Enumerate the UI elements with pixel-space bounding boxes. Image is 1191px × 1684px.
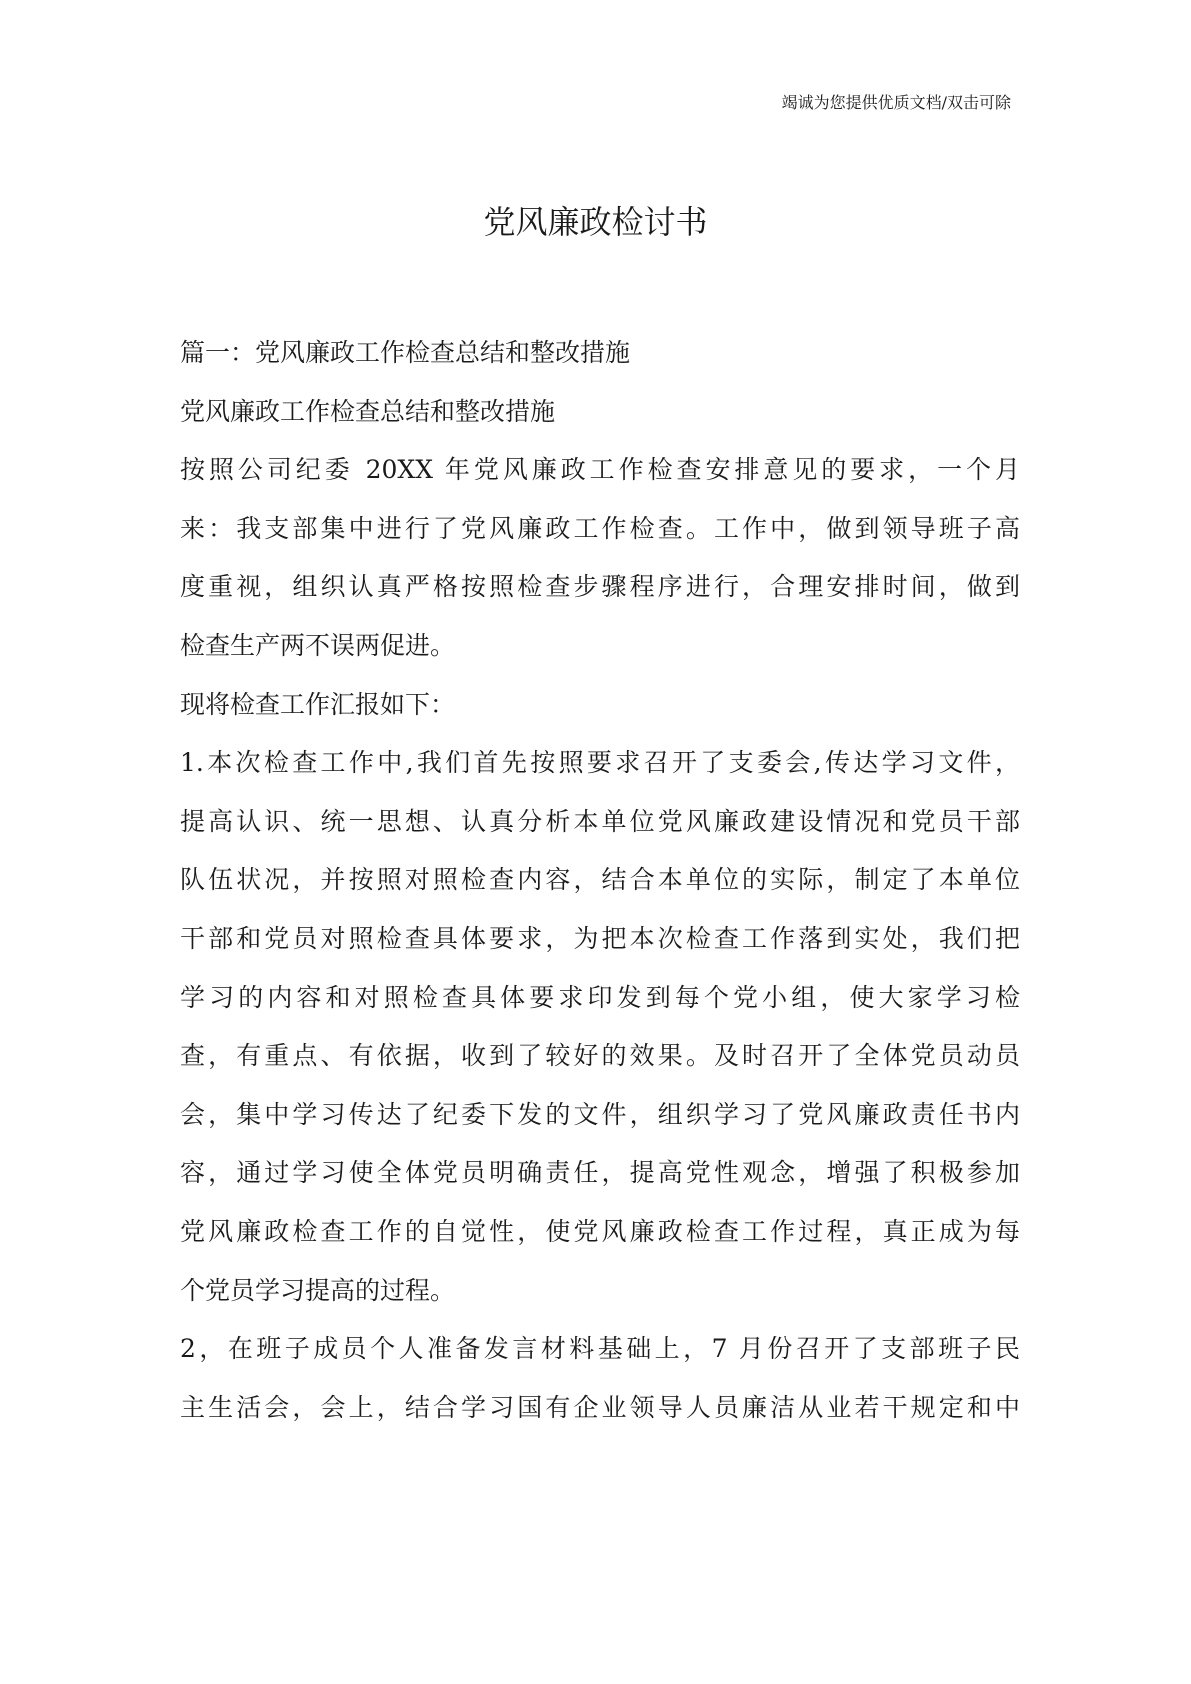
paragraph-line: 度重视，组织认真严格按照检查步骤程序进行，合理安排时间，做到 [180, 572, 1020, 602]
paragraph-line: 来：我支部集中进行了党风廉政工作检查。工作中，做到领导班子高 [180, 513, 1020, 543]
paragraph-line: 干部和党员对照检查具体要求，为把本次检查工作落到实处，我们把 [180, 923, 1020, 953]
paragraph-line: 会，集中学习传达了纪委下发的文件，组织学习了党风廉政责任书内 [180, 1099, 1020, 1129]
paragraph-line: 2，在班子成员个人准备发言材料基础上，7 月份召开了支部班子民 [180, 1334, 1020, 1364]
header-note: 竭诚为您提供优质文档/双击可除 [781, 93, 1011, 112]
paragraph-line: 主生活会，会上，结合学习国有企业领导人员廉洁从业若干规定和中 [180, 1392, 1020, 1422]
paragraph-line: 按照公司纪委 20XX 年党风廉政工作检查安排意见的要求，一个月 [180, 455, 1020, 485]
paragraph-line: 提高认识、统一思想、认真分析本单位党风廉政建设情况和党员干部 [180, 806, 1020, 836]
paragraph-line: 查，有重点、有依据，收到了较好的效果。及时召开了全体党员动员 [180, 1041, 1020, 1071]
paragraph-line: 现将检查工作汇报如下： [180, 689, 456, 719]
paragraph-line: 队伍状况，并按照对照检查内容，结合本单位的实际，制定了本单位 [180, 865, 1020, 895]
document-body [180, 335, 1020, 1448]
paragraph-line: 党风廉政检查工作的自觉性，使党风廉政检查工作过程，真正成为每 [180, 1216, 1020, 1246]
subsection-heading: 党风廉政工作检查总结和整改措施 [180, 396, 556, 426]
section-heading: 篇一：党风廉政工作检查总结和整改措施 [180, 338, 631, 367]
paragraph-line: 容，通过学习使全体党员明确责任，提高党性观念，增强了积极参加 [180, 1158, 1020, 1188]
paragraph-line: 个党员学习提高的过程。 [180, 1275, 456, 1305]
document-title: 党风廉政检讨书 [483, 203, 708, 241]
paragraph-line: 学习的内容和对照检查具体要求印发到每个党小组，使大家学习检 [180, 982, 1020, 1012]
paragraph-line: 检查生产两不误两促进。 [180, 630, 456, 660]
paragraph-line: 1.本次检查工作中,我们首先按照要求召开了支委会,传达学习文件， [180, 748, 1020, 778]
